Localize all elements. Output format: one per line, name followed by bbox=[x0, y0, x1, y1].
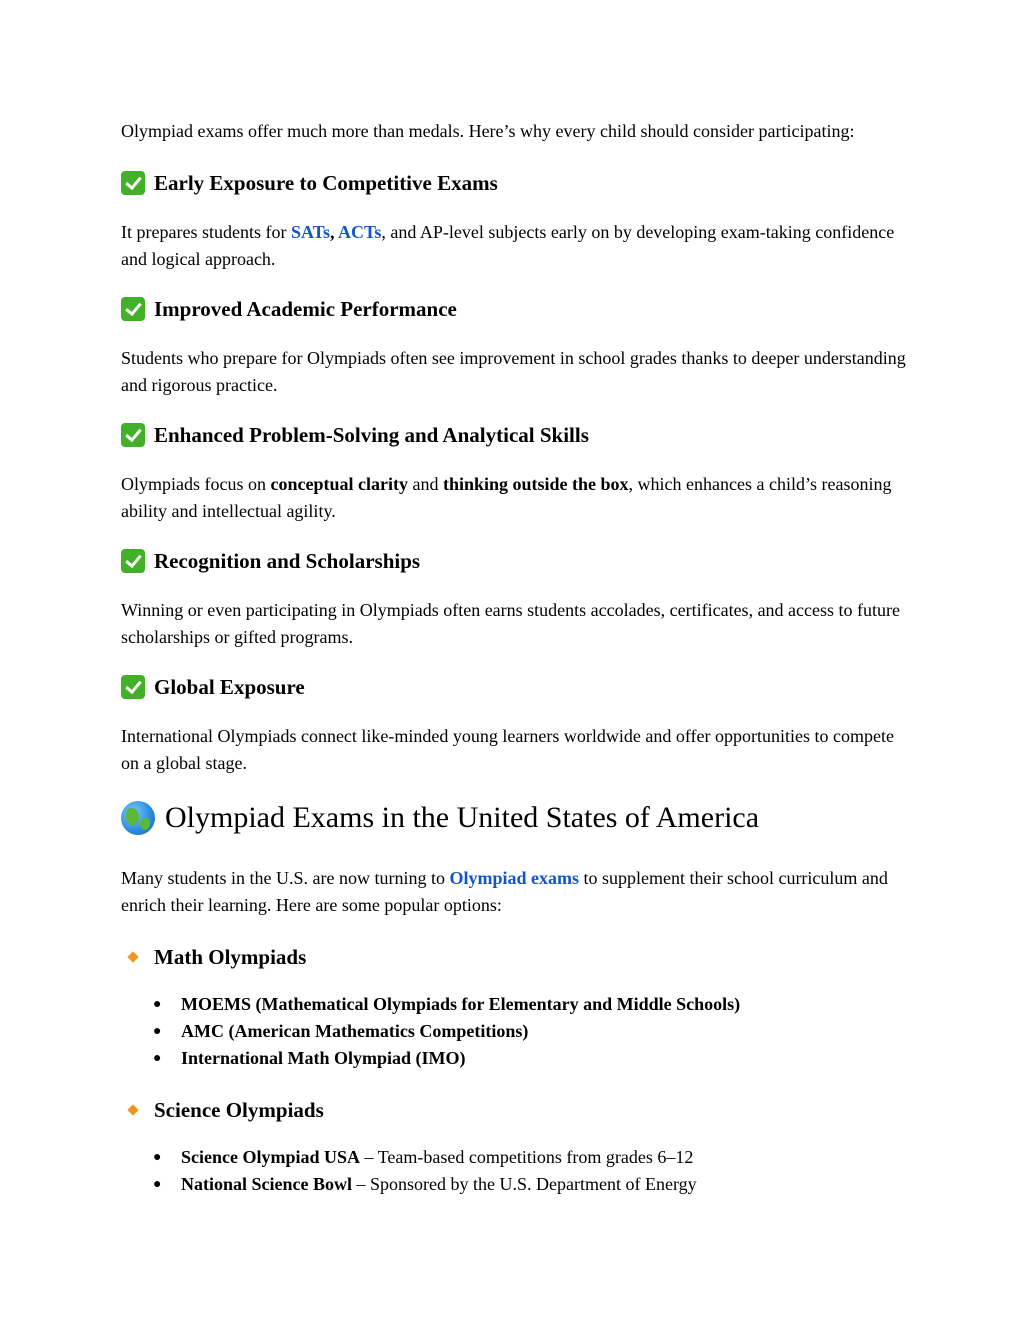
science-olympiads-list bbox=[121, 1144, 911, 1198]
intro-paragraph: Olympiad exams offer much more than medals. Here’s why every child should consider participating: bbox=[121, 121, 855, 141]
bold-text: conceptual clarity bbox=[270, 474, 408, 494]
text-span: , which enhances a child’s reasoning ability and intellectual agility. bbox=[121, 474, 892, 521]
text-span: to supplement their school curriculum and enrich their learning. Here are some popular options: bbox=[121, 868, 888, 915]
list-item-text: – Team-based competitions from grades 6–12 bbox=[360, 1147, 694, 1167]
us-heading-text: Olympiad Exams in the United States of America bbox=[165, 801, 760, 834]
list-item bbox=[153, 991, 911, 1018]
section-paragraph-academic-performance: Students who prepare for Olympiads often see improvement in school grades thanks to deeper understanding and rigorous practice. bbox=[121, 348, 906, 395]
math-olympiads-list bbox=[121, 991, 911, 1072]
acts-link[interactable]: ACTs bbox=[338, 222, 382, 242]
list-item-text: International Math Olympiad (IMO) bbox=[181, 1048, 466, 1068]
text-span: , and AP-level subjects early on by developing exam-taking confidence and logical approach. bbox=[121, 222, 895, 269]
list-item bbox=[153, 1018, 911, 1045]
text-span: , bbox=[330, 222, 339, 242]
list-item-text: AMC (American Mathematics Competitions) bbox=[181, 1021, 529, 1041]
check-mark-icon bbox=[121, 675, 145, 699]
check-mark-icon bbox=[121, 171, 145, 195]
section-paragraph-early-exposure bbox=[121, 219, 911, 273]
list-item bbox=[153, 1144, 911, 1171]
list-item-text: – Sponsored by the U.S. Department of Energy bbox=[352, 1174, 697, 1194]
text-span: Olympiads focus on bbox=[121, 474, 271, 494]
orange-diamond-icon bbox=[127, 1104, 138, 1115]
science-olympiads-heading bbox=[121, 1096, 911, 1124]
text-span: Many students in the U.S. are now turning to bbox=[121, 868, 450, 888]
math-olympiads-heading bbox=[121, 943, 911, 971]
bullet-icon: ● bbox=[153, 997, 162, 1012]
section-heading-text: Recognition and Scholarships bbox=[154, 549, 421, 573]
math-olympiads-heading-text: Math Olympiads bbox=[154, 945, 307, 969]
section-heading-text: Enhanced Problem-Solving and Analytical Skills bbox=[154, 423, 589, 447]
check-mark-icon bbox=[121, 297, 145, 321]
section-heading-text: Improved Academic Performance bbox=[154, 297, 457, 321]
science-olympiads-heading-text: Science Olympiads bbox=[154, 1098, 324, 1122]
document-page bbox=[121, 118, 911, 1222]
globe-icon bbox=[121, 801, 155, 835]
section-paragraph-problem-solving bbox=[121, 471, 911, 525]
section-heading-problem-solving bbox=[121, 421, 911, 449]
list-item bbox=[153, 1171, 911, 1198]
orange-diamond-icon bbox=[127, 951, 138, 962]
olympiad-exams-link[interactable]: Olympiad exams bbox=[449, 868, 579, 888]
bullet-icon: ● bbox=[153, 1150, 162, 1165]
section-heading-academic-performance bbox=[121, 295, 911, 323]
section-heading-text: Early Exposure to Competitive Exams bbox=[154, 171, 498, 195]
section-paragraph-recognition: Winning or even participating in Olympiads often earns students accolades, certificates, and access to future scholarships or gifted programs. bbox=[121, 600, 901, 647]
list-item bbox=[153, 1045, 911, 1072]
section-heading-global-exposure bbox=[121, 673, 911, 701]
text-span: It prepares students for bbox=[121, 222, 291, 242]
bullet-icon: ● bbox=[153, 1177, 162, 1192]
section-heading-early-exposure bbox=[121, 169, 911, 197]
list-item-bold: National Science Bowl bbox=[181, 1174, 352, 1194]
section-paragraph-global-exposure: International Olympiads connect like-minded young learners worldwide and offer opportunities to compete on a global stage. bbox=[121, 726, 894, 773]
sats-link[interactable]: SATs bbox=[290, 222, 330, 242]
section-heading-text: Global Exposure bbox=[154, 675, 305, 699]
bold-text: thinking outside the box bbox=[442, 474, 629, 494]
bullet-icon: ● bbox=[153, 1024, 162, 1039]
check-mark-icon bbox=[121, 423, 145, 447]
bullet-icon: ● bbox=[153, 1051, 162, 1066]
us-heading bbox=[121, 799, 911, 837]
check-mark-icon bbox=[121, 549, 145, 573]
list-item-text: MOEMS (Mathematical Olympiads for Elementary and Middle Schools) bbox=[181, 994, 741, 1014]
us-paragraph bbox=[121, 865, 911, 919]
text-span: and bbox=[407, 474, 443, 494]
section-heading-recognition bbox=[121, 547, 911, 575]
list-item-bold: Science Olympiad USA bbox=[181, 1147, 361, 1167]
